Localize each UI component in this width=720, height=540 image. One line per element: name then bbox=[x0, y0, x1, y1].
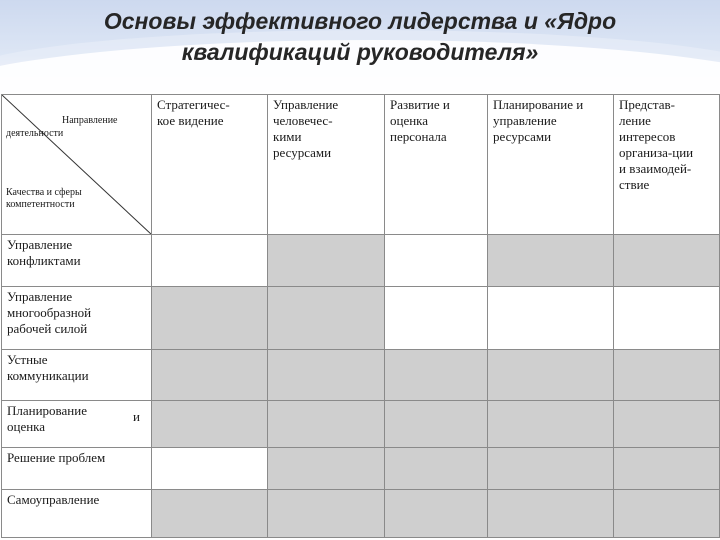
matrix-cell bbox=[268, 490, 385, 538]
row-label-line: оценка bbox=[7, 419, 46, 434]
corner-direction-label-2: деятельности bbox=[6, 128, 64, 139]
matrix-cell bbox=[385, 490, 488, 538]
matrix-cell bbox=[152, 401, 268, 448]
matrix-cell bbox=[385, 287, 488, 350]
matrix-cell bbox=[268, 401, 385, 448]
column-header: Управление человечес- кими ресурсами bbox=[268, 95, 385, 235]
matrix-cell bbox=[268, 287, 385, 350]
table-row bbox=[2, 235, 720, 287]
column-header: Планирование и управление ресурсами bbox=[488, 95, 614, 235]
matrix-cell bbox=[152, 490, 268, 538]
matrix-cell bbox=[385, 350, 488, 401]
matrix-cell bbox=[152, 287, 268, 350]
matrix-cell bbox=[268, 235, 385, 287]
table-row bbox=[2, 350, 720, 401]
row-label: Управление многообразной рабочей силой bbox=[2, 287, 152, 350]
table-row bbox=[2, 401, 720, 448]
matrix-cell bbox=[614, 235, 720, 287]
matrix-cell bbox=[268, 448, 385, 490]
matrix-cell bbox=[152, 235, 268, 287]
title-line-2: квалификаций руководителя» bbox=[181, 39, 539, 65]
matrix-cell bbox=[488, 490, 614, 538]
corner-cell bbox=[2, 95, 152, 235]
slide-header bbox=[0, 0, 720, 92]
header-row bbox=[2, 95, 720, 235]
corner-qualities-label: Качества и сферы компетентности bbox=[6, 187, 82, 210]
matrix-cell bbox=[488, 350, 614, 401]
matrix-cell bbox=[152, 448, 268, 490]
table-row bbox=[2, 287, 720, 350]
page-title bbox=[0, 6, 720, 68]
row-label-tail: и bbox=[133, 409, 140, 424]
matrix-cell bbox=[614, 490, 720, 538]
matrix-cell bbox=[385, 448, 488, 490]
row-label bbox=[2, 401, 152, 448]
matrix-cell bbox=[385, 401, 488, 448]
table-row bbox=[2, 490, 720, 538]
matrix-cell bbox=[152, 350, 268, 401]
matrix-cell bbox=[488, 287, 614, 350]
column-header: Представ- ление интересов организа-ции и взаимодей- ствие bbox=[614, 95, 720, 235]
corner-direction-label: Направление bbox=[62, 115, 118, 126]
matrix-cell bbox=[614, 448, 720, 490]
row-label: Устные коммуникации bbox=[2, 350, 152, 401]
competency-table bbox=[1, 94, 720, 538]
matrix-cell bbox=[614, 350, 720, 401]
matrix-cell bbox=[614, 287, 720, 350]
matrix-cell bbox=[488, 235, 614, 287]
row-label: Самоуправление bbox=[2, 490, 152, 538]
matrix-cell bbox=[385, 235, 488, 287]
title-line-1: Основы эффективного лидерства и «Ядро bbox=[103, 8, 617, 34]
matrix-cell bbox=[614, 401, 720, 448]
column-header: Стратегичес- кое видение bbox=[152, 95, 268, 235]
column-header: Развитие и оценка персонала bbox=[385, 95, 488, 235]
row-label-line: Планирование bbox=[7, 403, 87, 418]
row-label: Управление конфликтами bbox=[2, 235, 152, 287]
matrix-cell bbox=[268, 350, 385, 401]
row-label: Решение проблем bbox=[2, 448, 152, 490]
table-row bbox=[2, 448, 720, 490]
matrix-cell bbox=[488, 401, 614, 448]
matrix-cell bbox=[488, 448, 614, 490]
